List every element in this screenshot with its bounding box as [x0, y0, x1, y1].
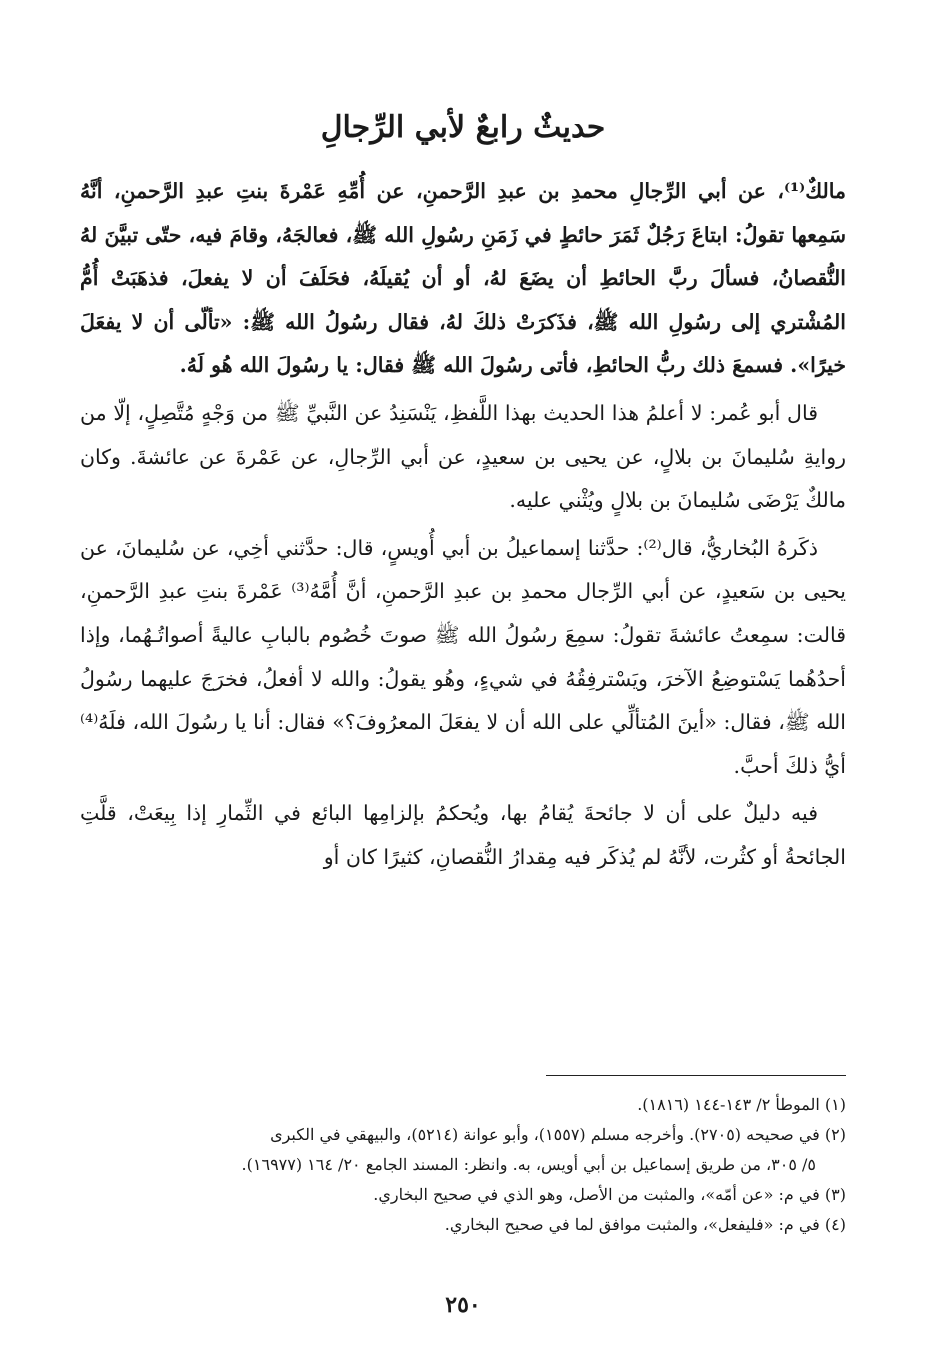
footnote-4-text: (٤) في م: «فليفعل»، والمثبت موافق لما في صحيح البخاري.: [444, 1215, 846, 1234]
book-page: [80, 0, 846, 1370]
ruling-paragraph: فيه دليلٌ على أن لا جائحةَ يُقامُ بها، ويُحكمُ بإلزامِها البائع في الثِّمارِ إذا بِيعَتْ، قلَّتِ الجائحةُ أو كثُرت، لأنَّهُ لم يُذكَر فيه مِقدارُ النُّقصانِ، كثيرًا كان أو: [80, 801, 846, 869]
footnote-2: [80, 1120, 846, 1180]
hadith-paragraph: مالكٌ⁽¹⁾، عن أبي الرِّجالِ محمدِ بن عبدِ الرَّحمنِ، عن أُمِّهِ عَمْرةَ بنتِ عبدِ الرَّحمنِ، أنَّهُ سَمِعها تقولُ: ابتاعَ رَجُلٌ ثَمَرَ حائطٍ في زَمَنِ رسُولِ الله ﷺ، فعالجَهُ، وقامَ فيه، حتّى تبيَّنَ لهُ النُّقصانُ، فسألَ ربَّ الحائطِ أن يضَعَ لهُ، أو أن يُقيلَهُ، فحَلَفَ أن لا يفعلَ، فذهَبَتْ أُمُّ المُشْتري إلى رسُولِ الله ﷺ، فذَكرَتْ ذلكَ لهُ، فقال رسُولُ الله ﷺ: «تألّى أن لا يفعَلَ خيرًا». فسمعَ ذلك ربُّ الحائطِ، فأتى رسُولَ الله ﷺ فقال: يا رسُولَ الله هُو لَهُ.: [80, 179, 846, 378]
page-number: ٢٥٠: [445, 1292, 481, 1318]
footnote-1: [80, 1090, 846, 1120]
footnote-4: [80, 1210, 846, 1240]
main-text: [80, 170, 846, 880]
footnote-divider: [546, 1075, 846, 1076]
footnote-3: [80, 1180, 846, 1210]
footnote-2-text: (٢) في صحيحه (٢٧٠٥). وأخرجه مسلم (١٥٥٧)، وأبو عوانة (٥٢١٤)، والبيهقي في الكبرى: [270, 1125, 846, 1144]
footnote-2-continuation: ٥/ ٣٠٥، من طريق إسماعيل بن أبي أويس، به. وانظر: المسند الجامع ٢٠/ ١٦٤ (١٦٩٧٧).: [241, 1155, 816, 1174]
footnote-1-text: (١) الموطأ ٢/ ١٤٣-١٤٤ (١٨١٦).: [637, 1095, 846, 1114]
footnotes: [80, 1090, 846, 1240]
commentary-paragraph: قال أبو عُمر: لا أعلمُ هذا الحديث بهذا اللَّفظِ، يَنْسَنِدُ عن النَّبيِّ ﷺ من وَجْهٍ مُتَّصِلٍ، إلّا من روايةِ سُليمانَ بن بلالٍ، عن يحيى بن سعيدٍ، عن أبي الرِّجالِ، عن عَمْرةَ عن عائشةَ. وكان مالكٌ يَرْضَى سُليمانَ بن بلالٍ ويُثْني عليه.: [80, 400, 846, 513]
bukhari-paragraph: ذكَرهُ البُخاريُّ، قال⁽²⁾: حدَّثنا إسماعيلُ بن أبي أُويسٍ، قال: حدَّثني أخِي، عن سُليمانَ، عن يحيى بن سَعيدٍ، عن أبي الرِّجال محمدِ بن عبدِ الرَّحمنِ، أنَّ أُمَّهُ⁽³⁾ عَمْرةَ بنتِ عبدِ الرَّحمنِ، قالت: سمِعتُ عائشةَ تقولُ: سمِعَ رسُولُ الله ﷺ صوتَ خُصُوم بالبابِ عاليةً أصواتُـهُما، وإذا أحدُهُما يَسْتوضِعُ الآخرَ، ويَسْترفِقُهُ في شيءٍ، وهُو يقولُ: والله لا أفعلُ، فخرَجَ عليهما رسُولُ الله ﷺ، فقال: «أينَ المُتألِّي على الله أن لا يفعَلَ المعرُوفَ؟» فقال: أنا يا رسُولَ الله، فلَهُ⁽⁴⁾ أيُّ ذلكَ أحبَّ.: [80, 535, 846, 778]
footnote-3-text: (٣) في م: «عن أمّه»، والمثبت من الأصل، وهو الذي في صحيح البخاري.: [373, 1185, 846, 1204]
hadith-title: حديثٌ رابعٌ لأبي الرِّجالِ: [320, 110, 606, 145]
